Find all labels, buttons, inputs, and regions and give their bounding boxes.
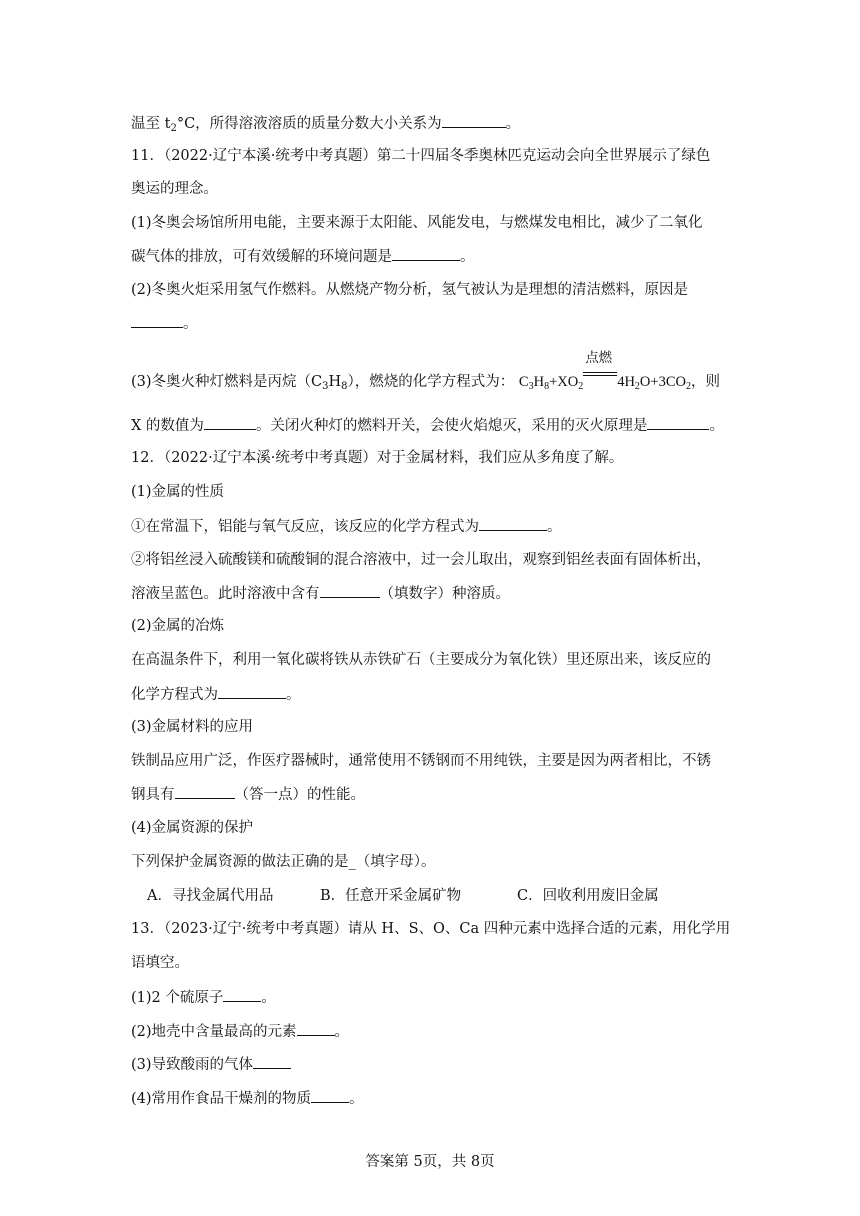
- q11-part2-line1: (2)冬奥火炬采用氢气作燃料。从燃烧产物分析，氢气被认为是理想的清洁燃料，原因是: [131, 282, 689, 298]
- q12-part3-heading: (3)金属材料的应用: [131, 719, 254, 735]
- answer-blank: [392, 246, 460, 261]
- text: H: [328, 374, 342, 390]
- answer-blank: [253, 1054, 291, 1069]
- q11-intro-cont: 奥运的理念。: [131, 181, 218, 197]
- text: 化学方程式为: [131, 687, 218, 703]
- option-c: C．回收利用废旧金属: [517, 888, 659, 904]
- text: 。: [505, 116, 521, 132]
- q11-part1-line1: (1)冬奥会场馆所用电能，主要来源于太阳能、风能发电，与燃煤发电相比，减少了二氧化: [131, 215, 703, 231]
- q13-part3: [131, 1054, 291, 1075]
- answer-blank: [442, 113, 506, 128]
- q13-intro: 13．（2023·辽宁·统考中考真题）请从 H、S、O、Ca 四种元素中选择合适的元素，用化学用: [131, 921, 731, 937]
- text: 。关闭火种灯的燃料开关，会使火焰熄灭，采用的灭火原理是: [255, 418, 648, 434]
- answer-blank: [223, 987, 261, 1002]
- page-footer: 答案第 5页，共 8页: [365, 1154, 495, 1170]
- subscript: 2: [634, 381, 640, 392]
- answer-blank: [175, 784, 235, 799]
- text: 。: [334, 1024, 350, 1040]
- text: 温至 t: [131, 116, 171, 132]
- q12-part2-line1: 在高温条件下，利用一氧化碳将铁从赤铁矿石（主要成分为氧化铁）里还原出来，该反应的: [131, 652, 711, 668]
- equals-bar: [583, 372, 617, 373]
- subscript: 3: [322, 381, 329, 392]
- q11-part1-line2: [131, 246, 475, 267]
- text: ，则: [690, 374, 720, 390]
- subscript: 8: [341, 381, 348, 392]
- q12-part3-line1: 铁制品应用广泛，作医疗器械时，通常使用不锈钢而不用纯铁，主要是因为两者相比，不锈: [131, 753, 711, 769]
- q11-intro: 11．（2022·辽宁本溪·统考中考真题）第二十四届冬季奥林匹克运动会向全世界展示了绿色: [131, 148, 711, 164]
- q13-intro-cont: 语填空。: [131, 955, 189, 971]
- text: 。: [183, 316, 198, 332]
- q12-part2-heading: (2)金属的冶炼: [131, 618, 225, 634]
- text: °C，所得溶液溶质的质量分数大小关系为: [176, 116, 442, 132]
- q12-part2-line2: [131, 684, 301, 705]
- q12-part1-item2-line1: ②将铝丝浸入硫酸镁和硫酸铜的混合溶液中，过一会儿取出，观察到铝丝表面有固体析出，: [131, 552, 711, 568]
- text: (4)常用作食品干燥剂的物质: [131, 1091, 312, 1107]
- subscript: 2: [685, 381, 691, 392]
- text: 。: [286, 687, 301, 703]
- answer-blank: [218, 684, 286, 699]
- q12-part1-item2-line2: [131, 583, 510, 604]
- subscript: 3: [528, 381, 534, 392]
- text: 。: [547, 519, 562, 535]
- answer-blank: [479, 516, 547, 531]
- text: （填数字）种溶质。: [379, 586, 510, 602]
- subscript: 8: [544, 381, 550, 392]
- answer-blank: [204, 415, 256, 430]
- q11-part3-line1: [131, 350, 720, 392]
- text: (1)2 个硫原子: [131, 990, 224, 1006]
- q12-options: [147, 886, 659, 906]
- subscript: 2: [578, 381, 584, 392]
- q11-part3-line2: [131, 415, 724, 436]
- answer-blank: [311, 1088, 349, 1103]
- eq-term: +XO: [549, 374, 579, 390]
- chemical-equation: [518, 350, 691, 392]
- text: X 的数值为: [131, 418, 204, 434]
- subscript: 2: [170, 123, 177, 134]
- text: 钢具有: [131, 787, 175, 803]
- q12-part4-question: 下列保护金属资源的做法正确的是_（填字母）。: [131, 854, 436, 870]
- text: 。: [349, 1091, 364, 1107]
- equals-bar: [583, 375, 617, 376]
- text: (3)冬奥火种灯燃料是丙烷（C: [131, 374, 323, 390]
- q12-part4-heading: (4)金属资源的保护: [131, 820, 254, 836]
- answer-blank: [131, 313, 183, 328]
- q13-part2: [131, 1021, 349, 1042]
- eq-term: O+3CO: [639, 374, 686, 390]
- reaction-condition: [583, 350, 617, 386]
- eq-term: 4H: [617, 374, 635, 390]
- q12-part1-heading: (1)金属的性质: [131, 484, 225, 500]
- option-a: A．寻找金属代用品: [147, 888, 274, 904]
- text: (3)导致酸雨的气体: [131, 1057, 254, 1073]
- condition-label: 点燃: [585, 350, 613, 365]
- text: ），燃烧的化学方程式为：: [347, 374, 515, 390]
- q13-part4: [131, 1088, 364, 1109]
- option-b: B．任意开采金属矿物: [320, 888, 462, 904]
- answer-blank: [320, 583, 380, 598]
- text: 。: [460, 249, 475, 265]
- q13-part1: [131, 987, 276, 1008]
- text: 。: [261, 990, 276, 1006]
- text: 碳气体的排放，可有效缓解的环境问题是: [131, 249, 392, 265]
- text: （答一点）的性能。: [234, 787, 365, 803]
- answer-blank: [647, 415, 709, 430]
- q10-continuation-line: [131, 113, 520, 134]
- eq-term: C: [518, 374, 529, 390]
- text: 溶液呈蓝色。此时溶液中含有: [131, 586, 320, 602]
- text: (2)地壳中含量最高的元素: [131, 1024, 297, 1040]
- text: 。: [709, 418, 724, 434]
- q12-part3-line2: [131, 784, 365, 805]
- q11-part2-line2: [131, 313, 198, 334]
- answer-blank: [297, 1021, 335, 1036]
- q12-part1-item1: [131, 516, 562, 537]
- text: ①在常温下，铝能与氧气反应，该反应的化学方程式为: [131, 519, 479, 535]
- eq-term: H: [533, 374, 545, 390]
- q12-intro: 12．（2022·辽宁本溪·统考中考真题）对于金属材料，我们应从多角度了解。: [131, 450, 624, 466]
